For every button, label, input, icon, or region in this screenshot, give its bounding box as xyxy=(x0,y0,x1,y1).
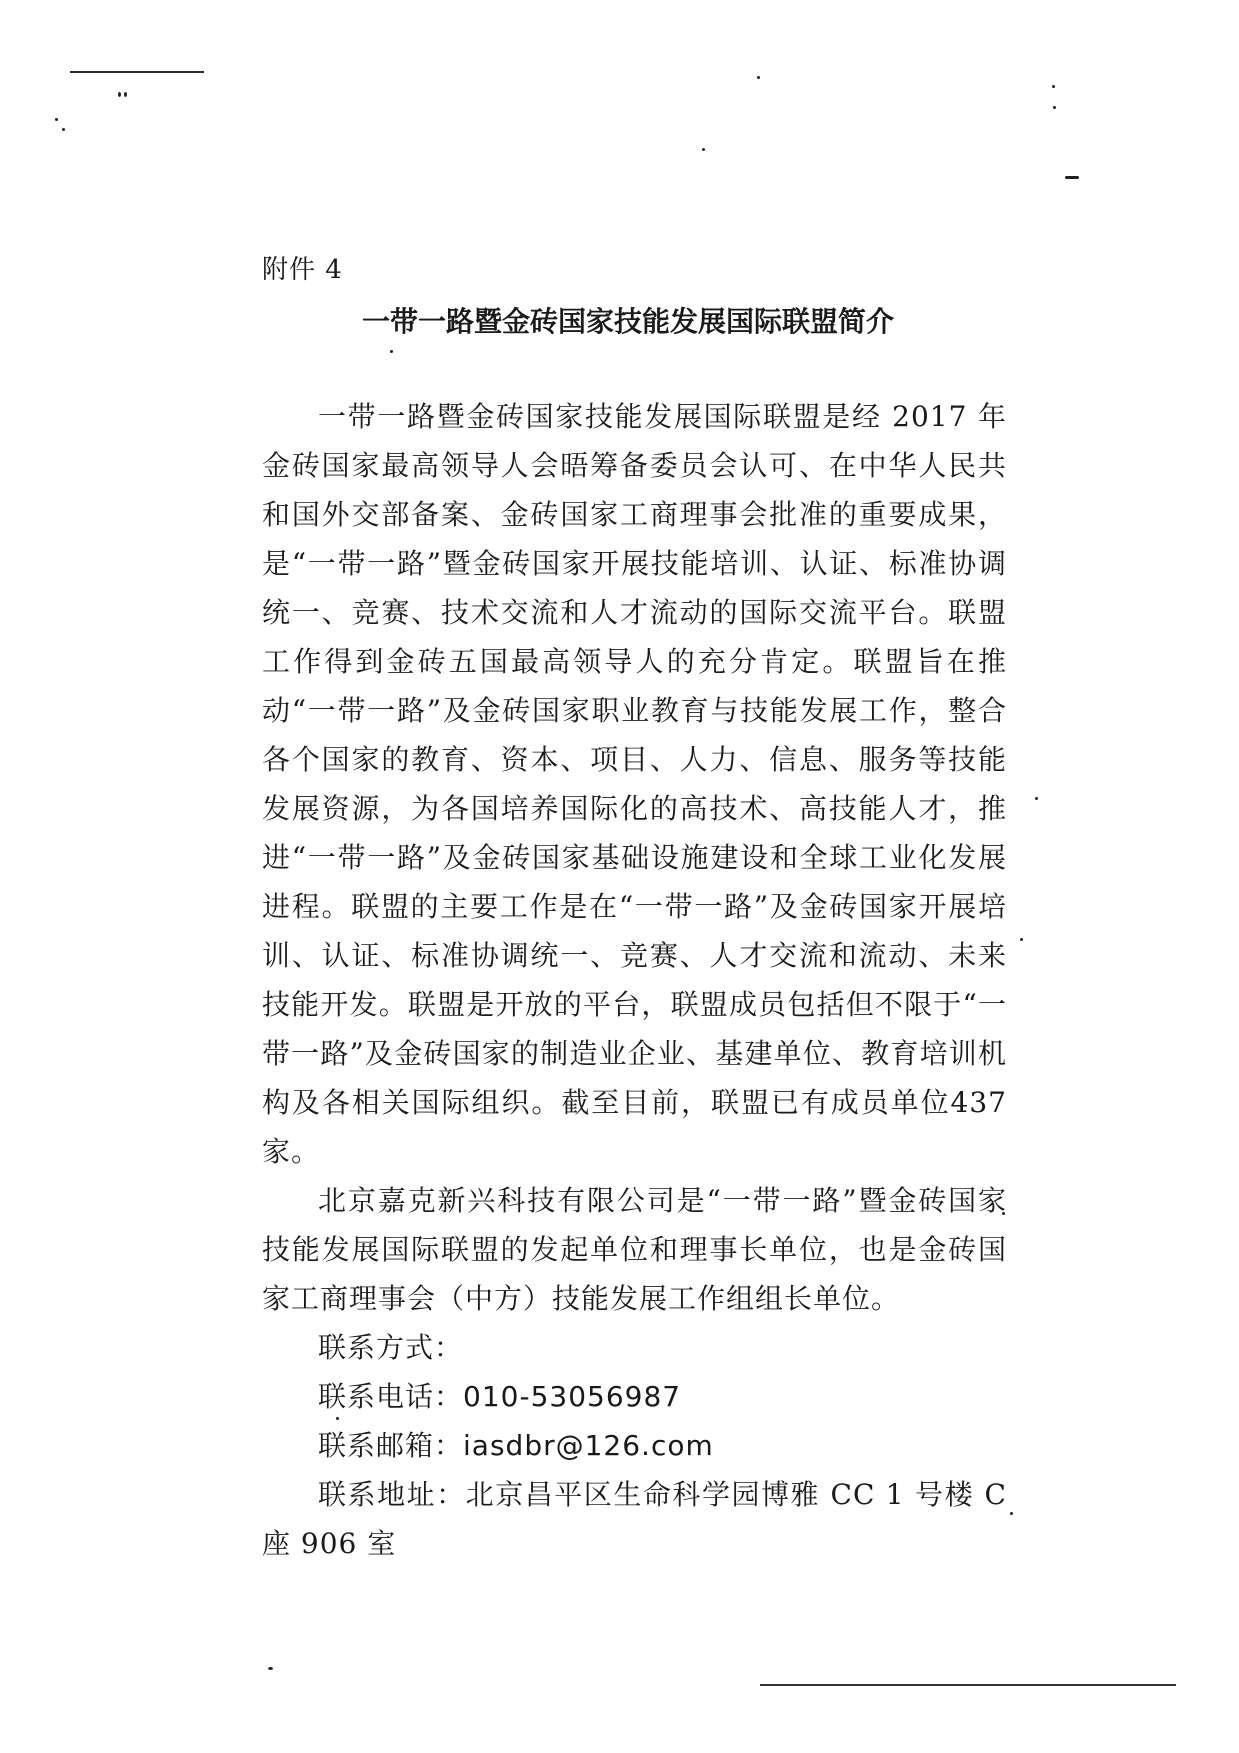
contact-phone-value: 010-53056987 xyxy=(463,1380,682,1413)
scan-speck xyxy=(1065,176,1079,179)
document-body xyxy=(262,392,1007,1568)
scan-speck xyxy=(268,1667,273,1670)
contact-phone-row xyxy=(262,1372,1007,1421)
contact-phone-label: 联系电话： xyxy=(318,1380,464,1413)
document-title: 一带一路暨金砖国家技能发展国际联盟简介 xyxy=(362,305,895,338)
attachment-label: 附件 4 xyxy=(262,255,343,285)
scan-speck xyxy=(55,118,58,121)
scan-speck xyxy=(62,128,65,131)
scan-speck xyxy=(1053,106,1056,109)
contact-email-value: iasdbr@126.com xyxy=(463,1429,714,1462)
scan-speck xyxy=(1035,797,1038,800)
contact-email-row xyxy=(262,1421,1007,1470)
contact-address-label: 联系地址： xyxy=(318,1478,466,1511)
scan-speck xyxy=(1010,1512,1013,1515)
scan-speck xyxy=(124,92,127,97)
scan-speck xyxy=(118,92,121,97)
scan-artifact-bottom-rule xyxy=(760,1684,1176,1686)
contact-heading: 联系方式： xyxy=(318,1331,464,1364)
scan-speck xyxy=(757,76,760,79)
scan-speck xyxy=(1020,938,1023,941)
scan-speck xyxy=(390,350,393,353)
scan-speck xyxy=(1052,85,1055,88)
scan-artifact-top-rule xyxy=(70,71,204,73)
scan-speck xyxy=(702,148,705,151)
intro-paragraph: 一带一路暨金砖国家技能发展国际联盟是经 2017 年金砖国家最高领导人会晤筹备委员会认可、在中华人民共和国外交部备案、金砖国家工商理事会批准的重要成果，是“一带一路”暨金砖国家开展技能培训、认证、标准协调统一、竞赛、技术交流和人才流动的国际交流平台。联盟工作得到金砖五国最高领导人的充分肯定。联盟旨在推动“一带一路”及金砖国家职业教育与技能发展工作，整合各个国家的教育、资本、项目、人力、信息、服务等技能发展资源，为各国培养国际化的高技术、高技能人才，推进“一带一路”及金砖国家基础设施建设和全球工业化发展进程。联盟的主要工作是在“一带一路”及金砖国家开展培训、认证、标准协调统一、竞赛、人才交流和流动、未来技能开发。联盟是开放的平台，联盟成员包括但不限于“一带一路”及金砖国家的制造业企业、基建单位、教育培训机构及各相关国际组织。截至目前，联盟已有成员单位437家。 xyxy=(262,400,1007,1168)
contact-address-value: 北京昌平区生命科学园博雅 CC 1 号楼 C 座 906 室 xyxy=(262,1478,1007,1560)
contact-email-label: 联系邮箱： xyxy=(318,1429,464,1462)
contact-address-row xyxy=(262,1470,1007,1568)
company-paragraph: 北京嘉克新兴科技有限公司是“一带一路”暨金砖国家技能发展国际联盟的发起单位和理事长单位，也是金砖国家工商理事会（中方）技能发展工作组组长单位。 xyxy=(262,1184,1007,1315)
